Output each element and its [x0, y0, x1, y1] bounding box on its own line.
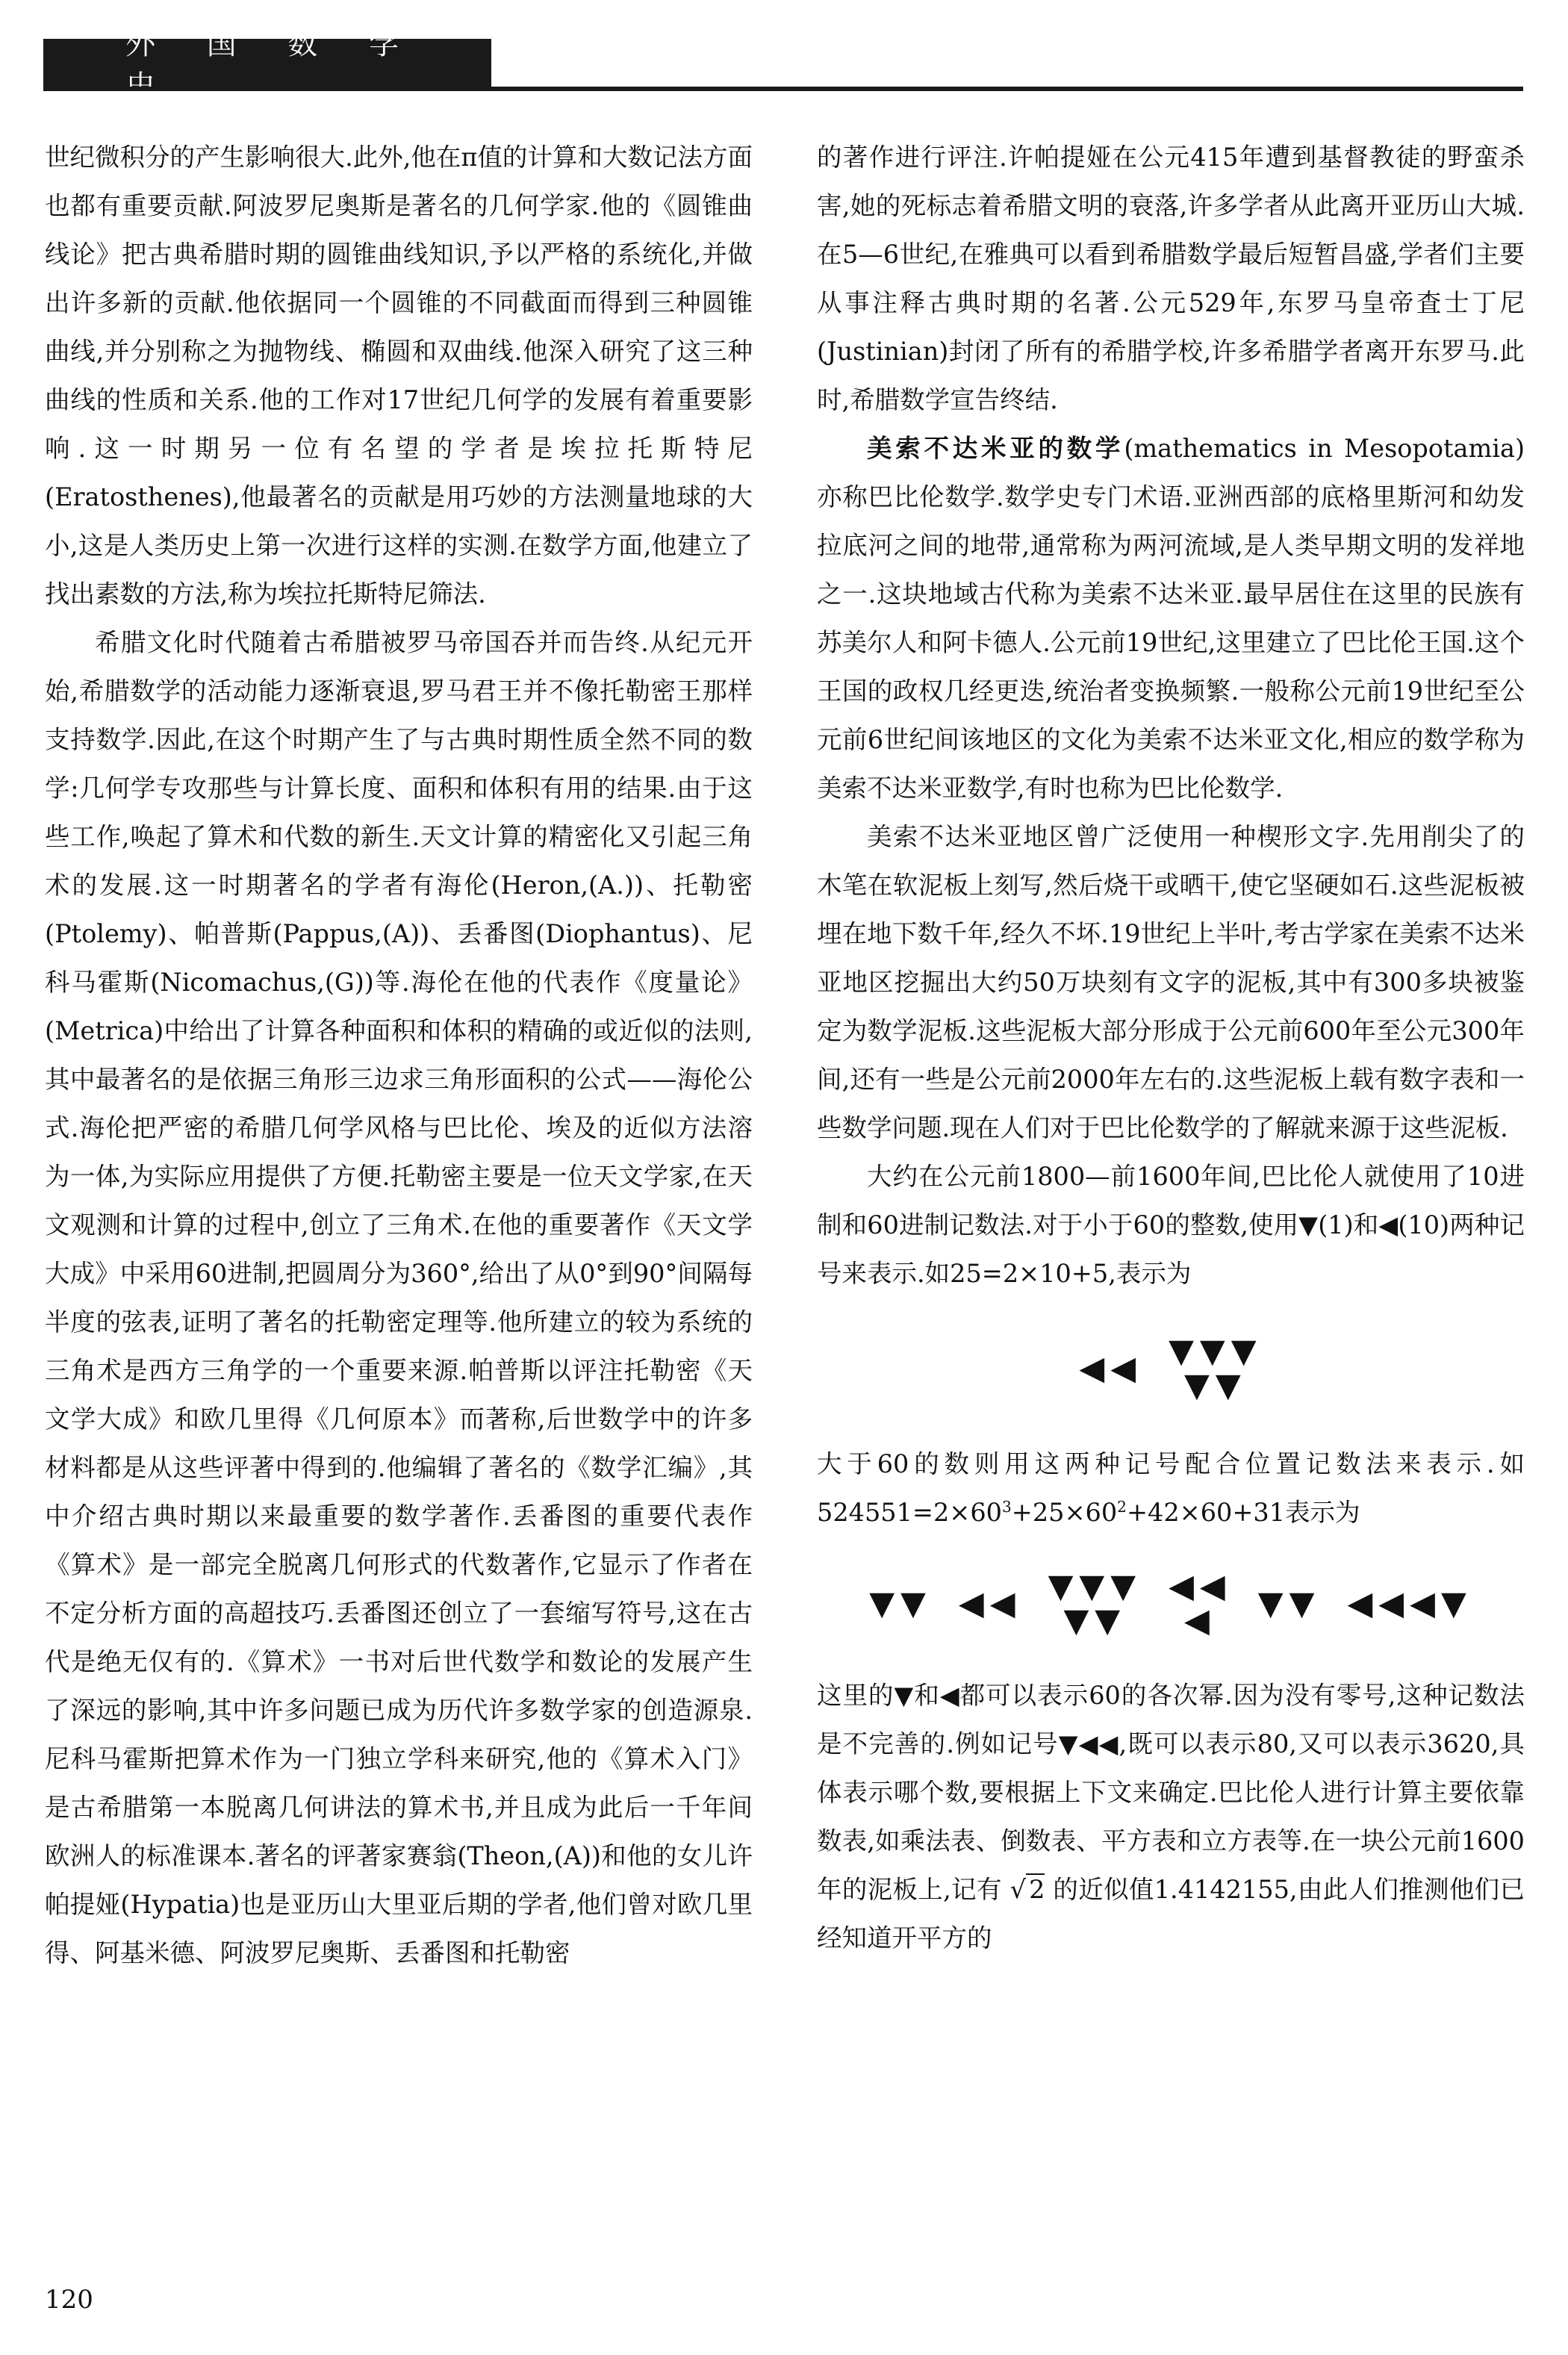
right-paragraph-6: 这里的▼和◀都可以表示60的各次幂.因为没有零号,这种记数法是不完善的.例如记号▼◀◀,既可以表示80,又可以表示3620,具体表示哪个数,要根据上下文来确定.巴比伦人进行计算主要依靠数表,如乘法表、倒数表、平方表和立方表等.在一块公元前1600年的泥板上,记有 √ 2 的近似值1.4142155,由此人们推测他们已经知道开平方的 — [817, 1681, 1525, 1953]
cuneiform-digit-6 — [1347, 1584, 1472, 1623]
left-paragraph-2: 希腊文化时代随着古希腊被罗马帝国吞并而告终.从纪元开始,希腊数学的活动能力逐渐衰退,罗马君王并不像托勒密王那样支持数学.因此,在这个时期产生了与古典时期性质全然不同的数学:几何学专攻那些与计算长度、面积和体积有用的结果.由于这些工作,唤起了算术和代数的新生.天文计算的精密化又引起三角术的发展.这一时期著名的学者有海伦(Heron,(A.))、托勒密(Ptolemy)、帕普斯(Pappus,(A))、丢番图(Diophantus)、尼科马霍斯(Nicomachus,(G))等.海伦在他的代表作《度量论》(Metrica)中给出了计算各种面积和体积的精确的或近似的法则,其中最著名的是依据三角形三边求三角形面积的公式——海伦公式.海伦把严密的希腊几何学风格与巴比伦、埃及的近似方法溶为一体,为实际应用提供了方便.托勒密主要是一位天文学家,在天文观测和计算的过程中,创立了三角术.在他的重要著作《天文学大成》中采用60进制,把圆周分为360°,给出了从0°到90°间隔每半度的弦表,证明了著名的托勒密定理等.他所建立的较为系统的三角术是西方三角学的一个重要来源.帕普斯以评注托勒密《天文学大成》和欧几里得《几何原本》而著称,后世数学中的许多材料都是从这些评著中得到的.他编辑了著名的《数学汇编》,其中介绍古典时期以来最重要的数学著作.丢番图的重要代表作《算术》是一部完全脱离几何形式的代数著作,它显示了作者在不定分析方面的高超技巧.丢番图还创立了一套缩写符号,这在古代是绝无仅有的.《算术》一书对后世代数学和数论的发展产生了深远的影响,其中许多问题已成为历代许多数学家的创造源泉.尼科马霍斯把算术作为一门独立学科来研究,他的《算术入门》是古希腊第一本脱离几何讲法的算术书,并且成为此后一千年间欧洲人的标准课本.著名的评著家赛翁(Theon,(A))和他的女儿许帕提娅(Hypatia)也是亚历山大里亚后期的学者,他们曾对欧几里得、阿基米德、阿波罗尼奥斯、丢番图和托勒密 — [45, 628, 753, 1967]
cuneiform-units — [1169, 1334, 1263, 1403]
digit-3-bottom: ▼▼ — [1063, 1602, 1127, 1640]
right-paragraph-1: 的著作进行评注.许帕提娅在公元415年遭到基督教徒的野蛮杀害,她的死标志着希腊文明的衰落,许多学者从此离开亚历山大城.在5—6世纪,在雅典可以看到希腊数学最后短暂昌盛,学者们主要从事注释古典时期的名著.公元529年,东罗马皇帝査士丁尼(Justinian)封闭了所有的希腊学校,许多希腊学者离开东罗马.此时,希腊数学宣告终结. — [817, 143, 1525, 414]
digit-5-glyphs: ▼▼ — [1257, 1584, 1321, 1623]
p5-part-b: +25×60 — [1011, 1498, 1118, 1527]
cuneiform-units-top: ▼▼▼ — [1169, 1332, 1263, 1370]
right-paragraph-2 — [817, 424, 1550, 812]
header-rule — [43, 87, 1523, 91]
exponent-2: 2 — [1117, 1497, 1127, 1516]
digit-1-glyphs: ▼▼ — [869, 1584, 932, 1623]
cuneiform-tens — [1079, 1351, 1142, 1386]
right-paragraph-4: 大约在公元前1800—前1600年间,巴比伦人就使用了10进制和60进制记数法.对于小于60的整数,使用▼(1)和◀(10)两种记号来表示.如25=2×10+5,表示为 — [817, 1162, 1525, 1288]
right-column — [817, 133, 1550, 1962]
sqrt-radicand: 2 — [1026, 1873, 1045, 1904]
digit-4-bottom: ◀ — [1184, 1602, 1216, 1640]
cuneiform-units-bottom: ▼▼ — [1183, 1366, 1247, 1404]
left-column — [45, 133, 753, 1977]
page-number: 120 — [45, 2285, 93, 2315]
p6-part-b: 的近似值1.4142155,由此人们推测他们已经知道开平方的 — [817, 1875, 1525, 1953]
exponent-3: 3 — [1001, 1497, 1012, 1516]
cuneiform-digit-2 — [958, 1584, 1021, 1623]
p5-part-c: +42×60+31表示为 — [1126, 1498, 1360, 1527]
p6-part-a: 这里的▼和◀都可以表示60的各次幂.因为没有零号,这种记数法是不完善的.例如记号▼◀◀,既可以表示80,又可以表示3620,具体表示哪个数,要根据上下文来确定.巴比伦人进行计算主要依靠数表,如乘法表、倒数表、平方表和立方表等.在一块公元前1600年的泥板上,记有 — [817, 1681, 1525, 1904]
digit-4-top: ◀◀ — [1169, 1567, 1231, 1605]
left-paragraph-1: 世纪微积分的产生影响很大.此外,他在π值的计算和大数记法方面也都有重要贡献.阿波罗尼奥斯是著名的几何学家.他的《圆锥曲线论》把古典希腊时期的圆锥曲线知识,予以严格的系统化,并做出许多新的贡献.他依据同一个圆锥的不同截面而得到三种圆锥曲线,并分别称之为抛物线、椭圆和双曲线.他深入研究了这三种曲线的性质和关系.他的工作对17世纪几何学的发展有着重要影响.这一时期另一位有名望的学者是埃拉托斯特尼(Eratosthenes),他最著名的贡献是用巧妙的方法测量地球的大小,这是人类历史上第一次进行这样的实测.在数学方面,他建立了找出素数的方法,称为埃拉托斯特尼筛法. — [45, 143, 753, 609]
cuneiform-25 — [817, 1298, 1525, 1440]
cuneiform-digit-3 — [1048, 1567, 1142, 1640]
entry-term-body: (mathematics in Mesopotamia) 亦称巴比伦数学.数学史专门术语.亚洲西部的底格里斯河和幼发拉底河之间的地带,通常称为两河流域,是人类早期文明的发祥地之一.这块地域古代称为美索不达米亚.最早居住在这里的民族有苏美尔人和阿卡德人.公元前19世纪,这里建立了巴比伦王国.这个王国的政权几经更迭,统治者变换频繁.一般称公元前19世纪至公元前6世纪间该地区的文化为美索不达米亚文化,相应的数学称为美索不达米亚数学,有时也称为巴比伦数学. — [817, 434, 1550, 803]
cuneiform-digit-4 — [1169, 1567, 1231, 1640]
cuneiform-524551 — [817, 1537, 1525, 1671]
cuneiform-tens-glyphs: ◀◀ — [1079, 1349, 1142, 1387]
cuneiform-digit-5 — [1257, 1584, 1321, 1623]
p5-part-a: 大于60的数则用这两种记号配合位置记数法来表示.如524551=2×60 — [817, 1449, 1525, 1527]
entry-term: 美索不达米亚的数学 — [867, 434, 1124, 463]
running-header-title: 外 国 数 学 — [125, 27, 420, 61]
cuneiform-digit-1 — [869, 1584, 932, 1623]
right-paragraph-5 — [817, 1440, 1525, 1537]
digit-3-top: ▼▼▼ — [1048, 1567, 1142, 1605]
digit-6-glyphs: ◀◀◀▼ — [1347, 1584, 1472, 1623]
digit-2-glyphs: ◀◀ — [958, 1584, 1021, 1623]
running-header — [43, 27, 491, 87]
right-paragraph-3: 美索不达米亚地区曾广泛使用一种楔形文字.先用削尖了的木笔在软泥板上刻写,然后烧干或晒干,使它坚硬如石.这些泥板被埋在地下数千年,经久不坏.19世纪上半叶,考古学家在美索不达米亚地区挖掘出大约50万块刻有文字的泥板,其中有300多块被鉴定为数学泥板.这些泥板大部分形成于公元前600年至公元300年间,还有一些是公元前2000年左右的.这些泥板上载有数字表和一些数学问题.现在人们对于巴比伦数学的了解就来源于这些泥板. — [817, 822, 1525, 1142]
